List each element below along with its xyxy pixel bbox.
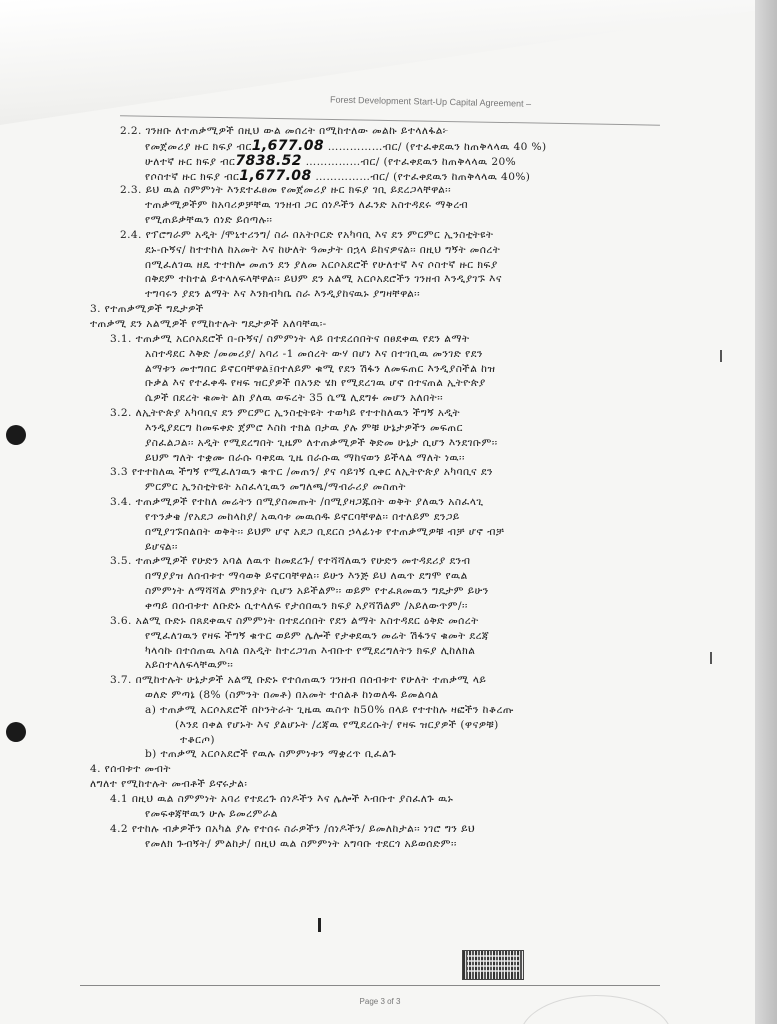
- line-text: ተግባሩን ያደን ልማት እና እንክብካቤ ስራ እንዲያከናዉኑ ያግዛቸዋል፡፡: [145, 288, 420, 301]
- text-line: [85, 272, 665, 287]
- text-line: [85, 658, 665, 673]
- text-line: [85, 584, 665, 599]
- text-line: [85, 213, 665, 228]
- text-line: [85, 332, 665, 347]
- line-text: አይስተላለፍላቸዉም፡፡: [145, 659, 234, 672]
- page-number: Page 3 of 3: [359, 997, 401, 1006]
- text-line: [85, 302, 665, 317]
- text-line: [85, 777, 665, 792]
- text-line: [85, 525, 665, 540]
- text-line: [85, 154, 665, 169]
- text-line: [85, 688, 665, 703]
- document-body: [85, 124, 665, 851]
- text-line: [85, 243, 665, 258]
- text-line: [85, 347, 665, 362]
- line-text: በማያያዝ ለሰብቱተ ማሳወቅ ይኖርባቸዋል፡፡ ይሁን እንጅ ይህ ለዉጥ ደግሞ የዉል: [145, 570, 468, 583]
- line-text: በቅደም ተከተል ይተላለፍላቸዋል፡፡ ይህም ደን አልሚ አርሶአደሮችን ገንዘብ እንዲያገኙ እና: [145, 273, 502, 286]
- text-line: [85, 762, 665, 777]
- line-text: 2.3. ይህ ዉል ስምምነት እንደተፈፀመ የመጀመሪያ ዙር ክፍያ ገቢ ይደረጋላቸዋል፡፡: [120, 184, 451, 197]
- line-text-continuation: ……………ብር/ (የተፈቀደዉን ከጠቅላላዉ 40%): [311, 170, 531, 183]
- line-text: ሴዎች በደረት ቁመት ልክ ያለዉ ወፍረት 35 ሴሜ ሊደግፉ መሆን አለበት፡፡: [145, 392, 443, 405]
- line-text: 4. የሰብቱተ መብት: [90, 763, 171, 776]
- line-text: 3. የተጠቃሚዎች ግዴታዎች: [90, 303, 204, 316]
- text-line: [85, 540, 665, 555]
- text-line: [85, 614, 665, 629]
- text-line: [85, 317, 665, 332]
- line-text: 3.3 የተተከለዉ ችግኝ የሚፈለገዉን ቁጥር /መጠን/ ያና ሳይገኝ ሲቀር ለኢትዮጵያ አካባቢና ደን: [110, 466, 493, 479]
- line-text: ምርምር ኢንስቲትዩት አስፈላጊዉን መግለጫ/ማብራሪያ መስጠት: [145, 481, 406, 494]
- margin-mark: [710, 652, 712, 664]
- line-text: 3.7. በሚከተሉት ሁኔታዎች አልሚ ቡድኑ የተሰጠዉን ገንዘብ በሰብቱተ የሁለት ተጠቃሚ ላይ: [110, 674, 487, 687]
- line-text: ያስፈልጋል፡፡ አዲት የሚደረግበት ጊዜም ለተጠቃሚዎች ቅድመ ሁኔታ ሲሆን እንደገቡም፡፡: [145, 436, 498, 449]
- text-line: [85, 807, 665, 822]
- page-edge: [755, 0, 777, 1024]
- line-text: ለግለተ የሚከተሉት መብቶች ይኖሩታል፡: [90, 778, 248, 791]
- text-line: [85, 644, 665, 659]
- text-line: [85, 554, 665, 569]
- line-text: 3.5. ተጠቃሚዎች የሁድን አባል ለዉጥ ከመደረጉ/ የተሻሻለዉን የሁድን መተዳደሪያ ደንብ: [110, 555, 471, 568]
- punch-hole: [6, 722, 26, 742]
- text-line: [85, 599, 665, 614]
- text-line: [85, 718, 665, 733]
- line-text: የመለክ ጉብኝት/ ምልከታ/ በዚህ ዉል ስምምነት አግባቡ ተደርጎ አይወሰድም፡፡: [145, 837, 457, 850]
- line-text: ተጠቃሚዎችም ከአባሪዎቻቸዉ ገንዘብ ጋር ሰነዶችን ለፈንድ አስተዳደሩ ማቅረብ: [145, 199, 469, 212]
- line-text: 3.1. ተጠቃሚ አርሶአደሮች በ-ቡኝና/ ስምምነት ላይ በተደረሰበትና በፀደቀዉ የደን ልማት: [110, 332, 470, 345]
- text-line: [85, 183, 665, 198]
- handwritten-amount: 1,677.08: [239, 168, 312, 184]
- handwritten-amount: 1,677.08: [251, 138, 325, 154]
- line-text: 2.2. ገንዘቡ ለተጠቃሚዎች በዚህ ውል መሰረት በሚከተለው መልኩ ይተላለፋል፦: [120, 125, 449, 137]
- handwritten-amount: 7838.52: [235, 153, 302, 169]
- line-text: (እንደ በቀል የሆኑት እና ያልሆኑት /ረጃዉ የሚደረሱት/ የዛፍ ዝርያዎች (ዋናዎቹ): [175, 718, 499, 731]
- line-text-continuation: ……………ብር/ (የተፈቀደዉን ከጠቅላላዉ 20%: [301, 155, 517, 168]
- text-line: [85, 362, 665, 377]
- line-text: 4.2 የተከሉ ብቃዎችን በአካል ያሉ የተሰሩ ስራዎችን /ሰነዶችን/ ይመለከታል፡፡ ነገሮ ግን ይህ: [110, 822, 476, 835]
- text-line: [85, 451, 665, 466]
- text-line: [85, 495, 665, 510]
- text-line: [85, 837, 665, 852]
- page-header: Forest Development Start-Up Capital Agreement –: [329, 94, 532, 109]
- barcode: [462, 950, 524, 980]
- line-text: በሚፈለገዉ ዘዴ ተተክሎ መጠን ደን ያለመ አርሶአደሮች የሁለተኛ እና ሶስተኛ ዙር ክፍያ: [145, 258, 498, 271]
- text-line: [85, 421, 665, 436]
- line-text: ልማቱን መተግበር ይኖርባቸዋል፤በተለይም ቁሚ የደን ሽፋን ለመፍጠር እንዲያስችል ከዝ: [145, 362, 496, 375]
- line-text: ይህም ግለት ተቋሙ በራሱ ባቀደዉ ጊዜ በራሱዉ ማከናወን ይችላል ማለት ነዉ፡፡: [145, 451, 465, 464]
- footer-divider: [80, 985, 660, 986]
- line-text: ቡቃል እና የተፈቀዱ የዛፍ ዝርያዎች በአንድ ሄክ የሚደረገዉ ሆኖ በተናጠል ኢትዮጵያ: [145, 377, 486, 390]
- text-line: [85, 228, 665, 243]
- text-line: [85, 139, 665, 154]
- line-text: b) ተጠቃሚ አርሶአደሮች የዉሉ ስምምነቱን ማቋረጥ ቢፈልጉ: [145, 748, 397, 761]
- line-text: በሚያገኙበልበት ወቅት፡፡ ይህም ሆኖ አደጋ ቢደርስ ኃላፊነቱ የተጠቃሚዎቹ ብቻ ሆኖ ብቻ: [145, 525, 505, 538]
- line-text: ይሆናል፡፡: [145, 540, 178, 553]
- line-text: እንዲያደርግ ከመፍቀድ ጀምሮ እስከ ተክል በታዉ ያሉ ምቹ ሁኔታዎችን መፍጠር: [145, 421, 463, 434]
- line-text: የሚፈለገዉን የዛፍ ችግኝ ቁጥር ወይም ሌሎች የታቀደዉን መሬት ሽፋንና ቁመት ደረጃ: [145, 629, 490, 642]
- text-line: [85, 747, 665, 762]
- margin-mark: [720, 350, 722, 362]
- line-text: የሶስተኛ ዙር ክፍያ ብር: [145, 170, 240, 183]
- line-text: ተቆርጦ): [180, 733, 215, 746]
- punch-hole: [6, 425, 26, 445]
- line-text: የጥንቃቄ /የአደጋ መከላከያ/ አዉሳቱ መዉሰዱ ይኖርባቸዋል፡፡ በተለይም ደንጋይ: [145, 510, 460, 523]
- text-line: [85, 569, 665, 584]
- text-line: [85, 673, 665, 688]
- line-text: ደኑ-ቡኝና/ ከተተከለ ከአመት እና ከሁለት ዓመታት በኋላ ይከናዎናል፡፡ በዚህ ግኝት መሰረት: [145, 243, 501, 256]
- line-text: የመፍቀጃቸዉን ሁሉ ይመረምራል: [145, 807, 278, 820]
- text-line: [85, 406, 665, 421]
- margin-mark: [318, 918, 321, 932]
- text-line: [85, 391, 665, 406]
- text-line: [85, 733, 665, 748]
- line-text: 3.2. ለኢትዮጵያ አካባቢና ደን ምርምር ኢንስቲትዩት ተወካይ የተተከለዉን ችግኝ አዲት: [110, 407, 461, 420]
- line-text: ወለድ ምጣኔ (8% (ስምንት በመቶ) በአመት ተሰልቶ ከነወለዱ ይመልሳል: [145, 689, 439, 702]
- text-line: [85, 124, 665, 139]
- line-text: ሁለተኛ ዙር ክፍያ ብር: [145, 155, 236, 168]
- line-text-continuation: ……………ብር/ (የተፈቀደዉን ከጠቅላላዉ 40 %): [324, 140, 547, 153]
- line-text: 2.4. የፕሮግራም አዲት /ሞኒተሪንግ/ ስራ በአትቦርድ የአካባቢ እና ደን ምርምር ኢንስቲትዩት: [120, 228, 494, 241]
- line-text: ቀጣይ በሰብቱተ ለቡድኑ ሲተላለፍ የታሰበዉን ክፍያ አያሻሽልም /አይለውጥም/፡፡: [145, 600, 468, 612]
- line-text: አስተዳደር እቅድ /መመሪያ/ አባሪ -1 መሰረት ውሃ በሆነ እና በተገቢዉ መንገድ የደን: [145, 347, 483, 360]
- line-text: ካላሳኩ በተሰጠዉ አባል በአዲት ከተረጋገጠ እብቡተ የሚደረግለትን ክፍያ ሊከለክል: [145, 644, 476, 657]
- text-line: [85, 629, 665, 644]
- line-text: የሚጠይቃቸዉን ሰነድ ይሰጣሉ፡፡: [145, 214, 273, 227]
- text-line: [85, 822, 665, 837]
- text-line: [85, 376, 665, 391]
- text-line: [85, 703, 665, 718]
- line-text: 4.1 በዚህ ዉል ስምምነት አባሪ የተደረጉ ሰነዶችን እና ሌሎች እብቡተ ያስፈለጉ ዉኑ: [110, 792, 454, 805]
- text-line: [85, 480, 665, 495]
- line-text: የመጀመሪያ ዙር ክፍያ ብር: [145, 140, 252, 153]
- text-line: [85, 287, 665, 302]
- line-text: ተጠቃሚ ደን አልሚዎች የሚከተሉት ግዴታዎች አለባቸዉ፡-: [90, 317, 327, 330]
- text-line: [85, 169, 665, 184]
- line-text: 3.4. ተጠቃሚዎች የተከለ መሬትን በሚያስመጡት /በሚያዛጋጁበት ወቅት ያለዉን አስፈላጊ: [110, 496, 484, 509]
- text-line: [85, 465, 665, 480]
- text-line: [85, 792, 665, 807]
- text-line: [85, 436, 665, 451]
- text-line: [85, 198, 665, 213]
- text-line: [85, 510, 665, 525]
- line-text: ስምምነት ለማሻሻል ምክንያት ሲሆን አይችልም፡፡ ወይም የተፈጸመዉን ግዴታም ይሁን: [145, 585, 489, 598]
- text-line: [85, 258, 665, 273]
- line-text: a) ተጠቃሚ አርሶአደሮች በኮንትራት ጊዜዉ ዉስጥ ከ50% በላይ የተተከሉ ዛፎችን ከቆረጡ: [145, 703, 514, 716]
- line-text: 3.6. አልሚ ቡድኑ በጸደቀዉና ስምምነት በተደረሰበት የደን ልማት አስተዳደር ዕቅድ መሰረት: [110, 614, 479, 627]
